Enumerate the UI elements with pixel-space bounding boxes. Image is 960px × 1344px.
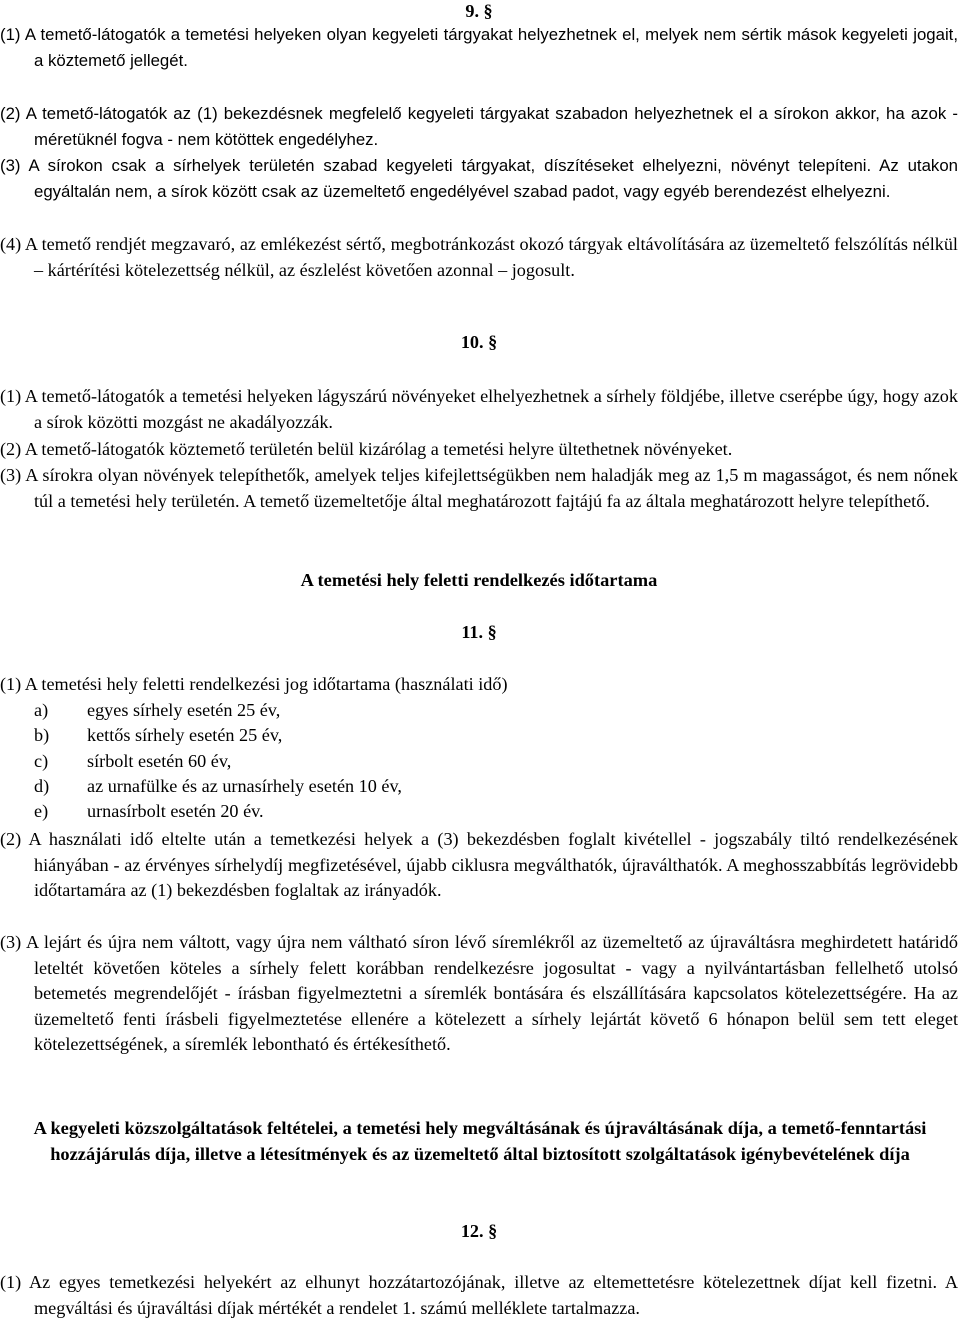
list-item-text: urnasírbolt esetén 20 év. (87, 801, 264, 822)
section-9-paragraph-2: (2) A temető-látogatók az (1) bekezdésnek megfelelő kegyeleti tárgyakat szabadon helyezhetnek el a sírokon akkor, ha azok - méretüknél fogva - nem kötöttek engedélyhez. (0, 104, 958, 150)
list-item-label: c) (34, 750, 49, 771)
list-item (34, 774, 634, 799)
list-item-text: sírbolt esetén 60 év, (87, 750, 232, 771)
section-10-paragraph-3: (3) A sírokra olyan növények telepíthetők, amelyek teljes kifejlettségükben nem haladják meg az 1,5 m magasságot, és nem nőnek túl a temetési hely területén. A temető üzemeltetője által meghatározott fajtájú fa az általa meghatározott helyre telepíthető. (0, 465, 958, 511)
list-item-text: egyes sírhely esetén 25 év, (87, 700, 281, 720)
list-item (34, 749, 634, 774)
section-11-paragraph-3: (3) A lejárt és újra nem váltott, vagy újra nem váltható síron lévő síremlékről az üzemeltető az újraváltásra meghirdetett határidő leteltét követően köteles a sírhely felett korábban rendelkezésre jogosultat - vagy a nyilvántartásban fellelhető utolsó betemetés megrendelőjét - írásban figyelmeztetni a síremlék bontására és elszállítására kapcsolatos kötelezettségére. Ha az üzemeltető fenti írásbeli figyelmeztetése ellenére a kötelezett a sírhely lejártát követő 6 hónapon belül sem tett eleget kötelezettségének, a síremlék lebontható és értékesíthető. (0, 932, 958, 1055)
list-item (34, 723, 634, 748)
section-12-paragraph-1: (1) Az egyes temetkezési helyekért az elhunyt hozzátartozójának, illetve az eltemettetésre kötelezettnek díjat kell fizetni. A megváltási és újraváltási díjak mértékét a rendelet 1. számú melléklete tartalmazza. (0, 1272, 958, 1318)
list-item-label: e) (34, 801, 49, 822)
section-9-title: 9. § (465, 1, 493, 21)
duration-list (34, 698, 634, 824)
heading-fees: A kegyeleti közszolgáltatások feltételei, a temetési hely megváltásának és újraváltásának díja, a temető-fenntartási hozzájárulás díja, illetve a létesítmények és az üzemeltető által biztosított szolgáltatások igénybevételének díja (33, 1118, 927, 1164)
list-item-text: az urnafülke és az urnasírhely esetén 10 év, (87, 775, 402, 796)
list-item-label: d) (34, 775, 50, 796)
section-10-paragraph-2: (2) A temető-látogatók köztemető területén belül kizárólag a temetési helyre ültethetnek növényeket. (0, 439, 733, 459)
list-item-text: kettős sírhely esetén 25 év, (87, 725, 283, 746)
section-10-title: 10. § (460, 332, 498, 352)
list-item-label: b) (34, 725, 50, 746)
section-11-title: 11. § (461, 622, 497, 642)
section-11-paragraph-1: (1) A temetési hely feletti rendelkezési jog időtartama (használati idő) (0, 674, 508, 694)
section-12-title: 12. § (460, 1221, 498, 1241)
section-9-paragraph-3: (3) A sírokon csak a sírhelyek területén szabad kegyeleti tárgyakat, díszítéseket elhelyezni, növényt telepíteni. Az utakon egyáltalán nem, a sírok között csak az üzemeltető engedélyével szabad padot, vagy egyéb berendezést elhelyezni. (0, 156, 958, 202)
section-10-paragraph-1: (1) A temető-látogatók a temetési helyeken lágyszárú növényeket elhelyezhetnek a sírhely földjébe, illetve cserépbe úgy, hogy azok a sírok közötti mozgást ne akadályozzák. (0, 386, 958, 432)
list-item-label: a) (34, 700, 49, 720)
heading-duration: A temetési hely feletti rendelkezés időtartama (300, 570, 658, 590)
list-item (34, 698, 634, 723)
section-9-paragraph-4: (4) A temető rendjét megzavaró, az emlékezést sértő, megbotránkozást okozó tárgyak eltávolítására az üzemeltető felszólítás nélkül – kártérítési kötelezettség nélkül, az észlelést követően azonnal – jogosult. (0, 234, 958, 280)
section-11-paragraph-2: (2) A használati idő eltelte után a temetkezési helyek a (3) bekezdésben foglalt kivétellel - jogszabály tiltó rendelkezésének hiányában - az érvényes sírhelydíj megfizetésével, újabb ciklusra megválthatók, újraválthatók. A meghosszabbítás legrövidebb időtartamára az (1) bekezdésben foglaltak az irányadók. (0, 829, 958, 901)
section-9-paragraph-1: (1) A temető-látogatók a temetési helyeken olyan kegyeleti tárgyakat helyezhetnek el, melyek nem sértik mások kegyeleti jogait, a köztemető jellegét. (0, 25, 958, 71)
list-item (34, 799, 634, 824)
